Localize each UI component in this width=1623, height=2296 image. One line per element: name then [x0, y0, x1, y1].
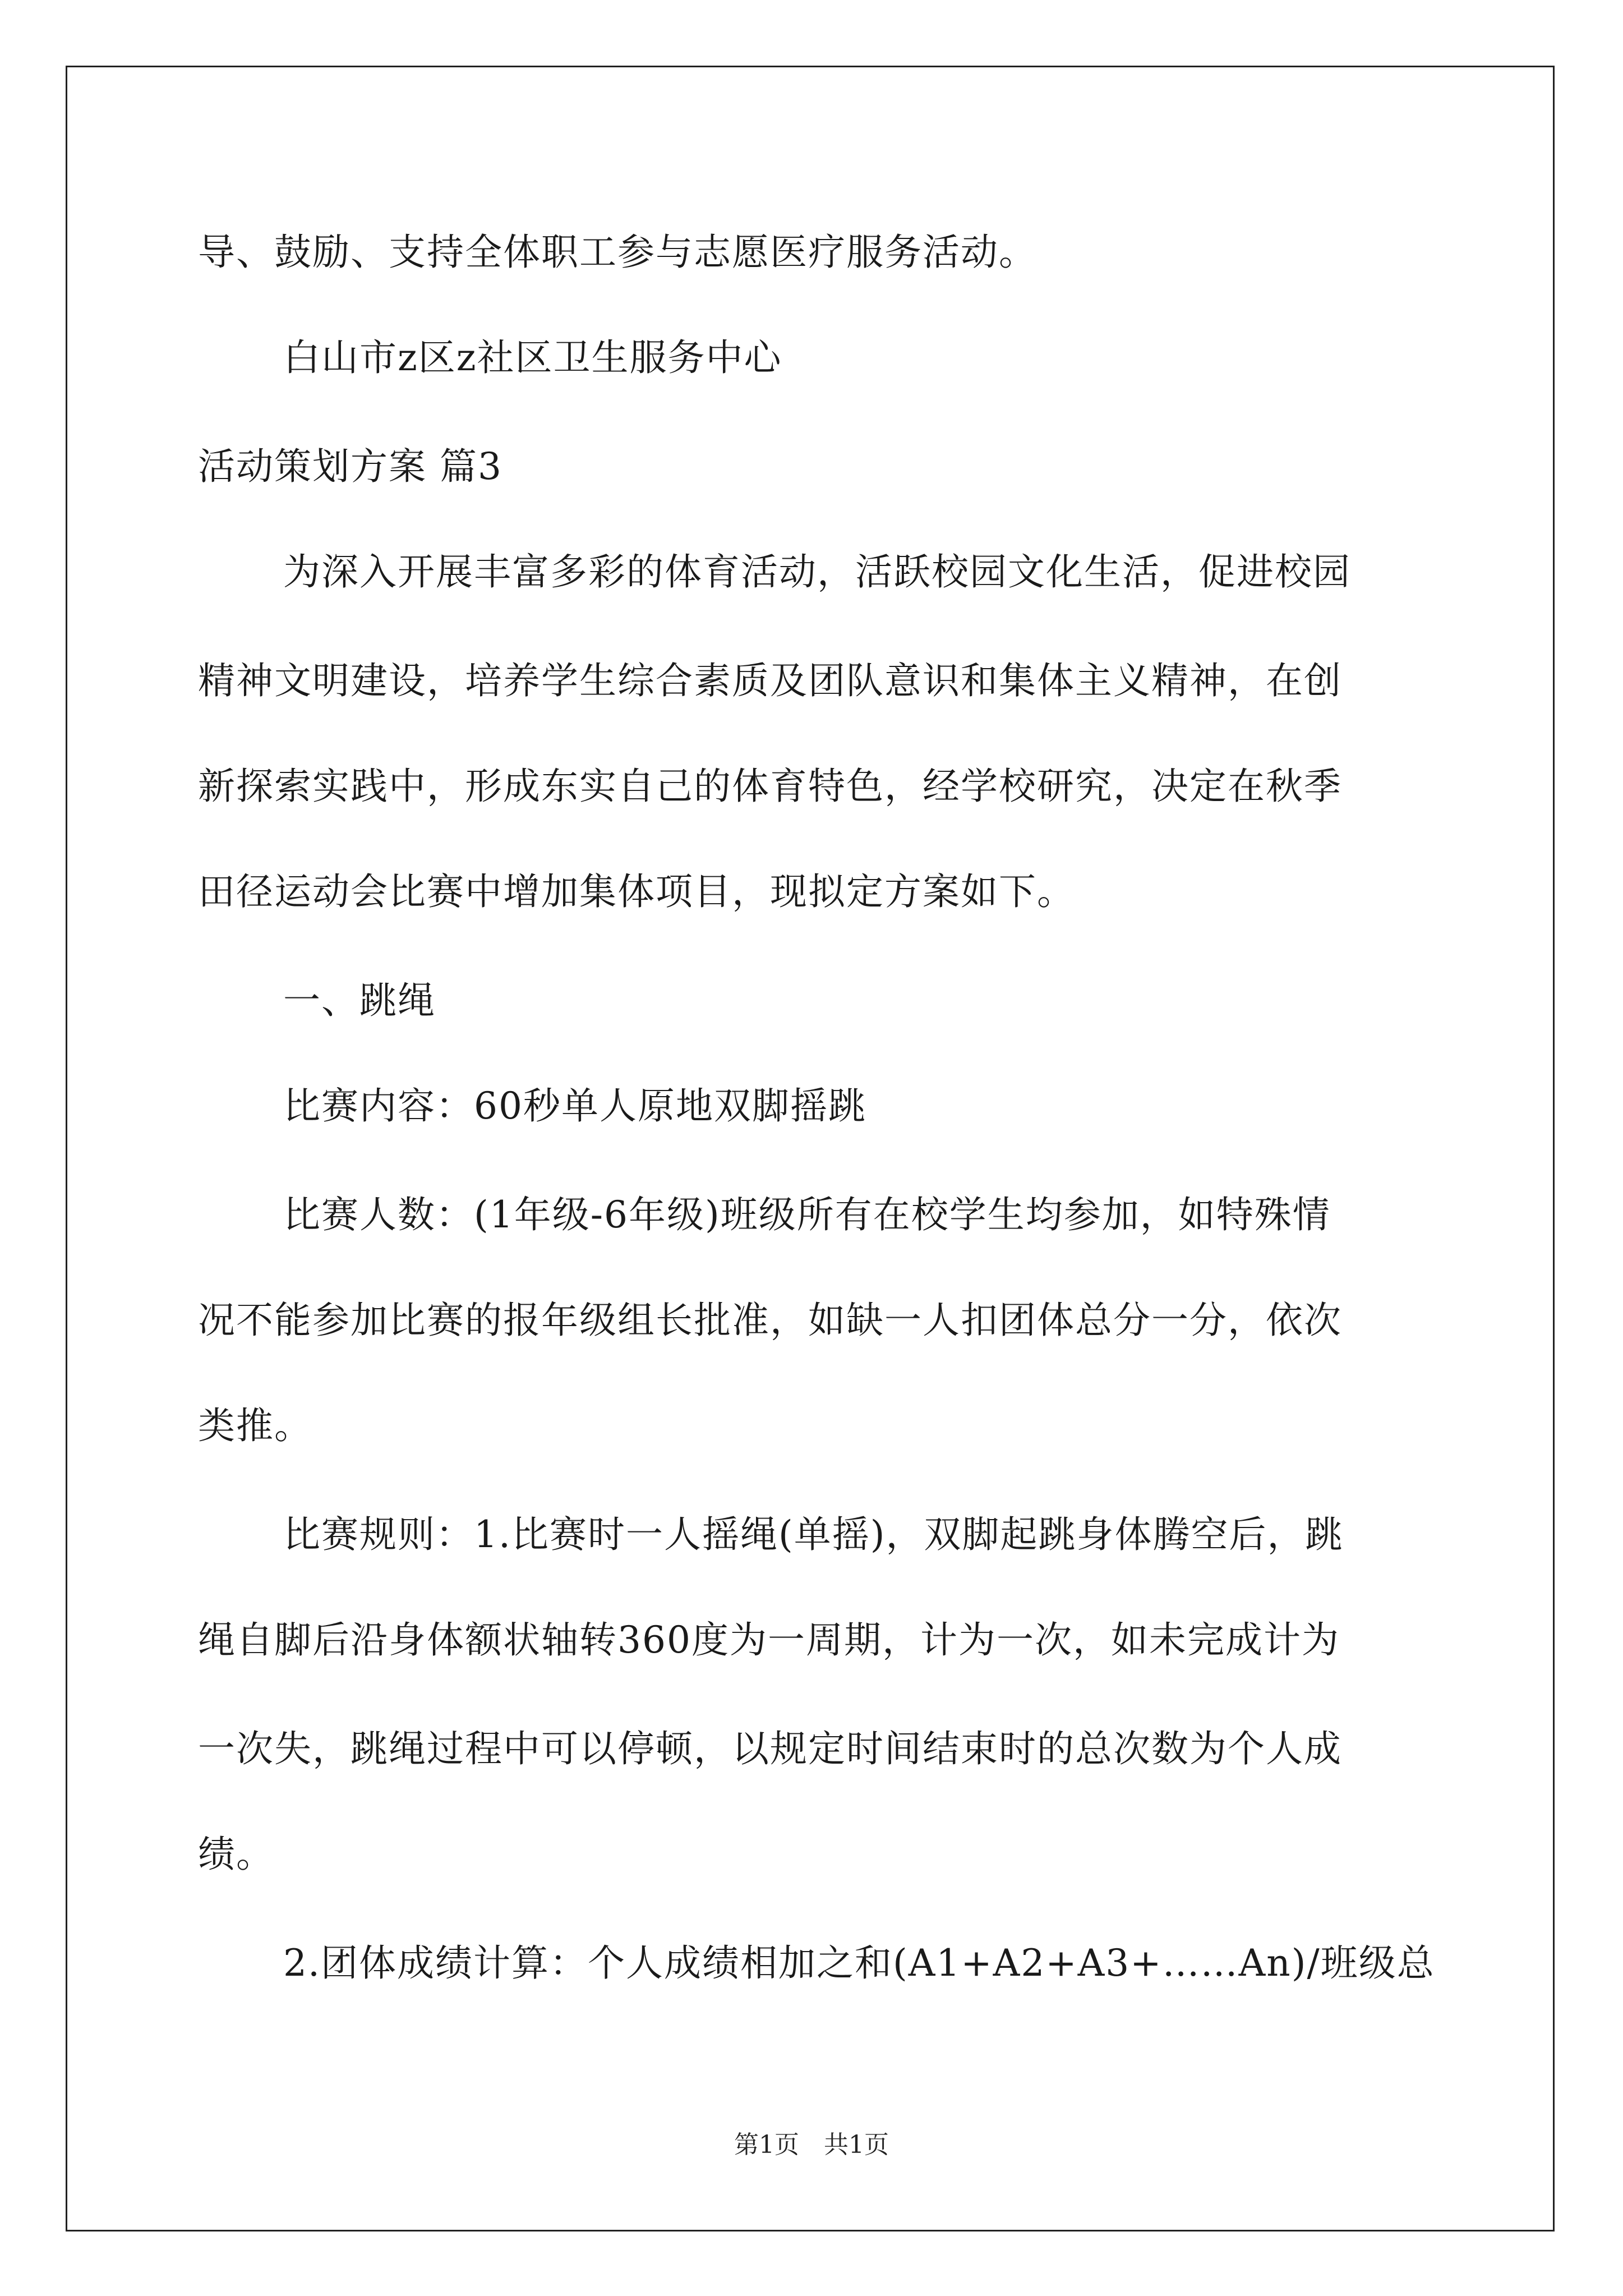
text-line: 新探索实践中，形成东实自己的体育特色，经学校研究，决定在秋季: [198, 765, 1342, 808]
text-line: 比赛规则：1.比赛时一人摇绳(单摇)，双脚起跳身体腾空后，跳: [283, 1513, 1344, 1556]
text-line: 一次失，跳绳过程中可以停顿，以规定时间结束时的总次数为个人成: [198, 1727, 1342, 1770]
page-number-footer: 第1页 共1页: [734, 2131, 889, 2159]
section-heading: 活动策划方案 篇3: [198, 445, 502, 488]
text-line: 比赛内容：60秒单人原地双脚摇跳: [283, 1084, 866, 1128]
subsection-heading: 一、跳绳: [283, 979, 436, 1022]
text-line: 比赛人数：(1年级-6年级)班级所有在校学生均参加，如特殊情: [283, 1193, 1331, 1236]
text-line: 精神文明建设，培养学生综合素质及团队意识和集体主义精神，在创: [198, 659, 1342, 702]
text-line: 为深入开展丰富多彩的体育活动，活跃校园文化生活，促进校园: [283, 550, 1351, 593]
page-border: [66, 66, 1555, 2231]
text-line: 类推。: [198, 1404, 312, 1447]
text-line: 2.团体成绩计算：个人成绩相加之和(A1+A2+A3+……An)/班级总: [283, 1941, 1435, 1985]
text-line: 绳自脚后沿身体额状轴转360度为一周期，计为一次，如未完成计为: [198, 1618, 1340, 1662]
text-line: 况不能参加比赛的报年级组长批准，如缺一人扣团体总分一分，依次: [198, 1299, 1342, 1342]
text-line: 田径运动会比赛中增加集体项目，现拟定方案如下。: [198, 870, 1075, 913]
text-line: 导、鼓励、支持全体职工参与志愿医疗服务活动。: [198, 231, 1037, 274]
text-line: 绩。: [198, 1833, 274, 1876]
org-name-line: 白山市z区z社区卫生服务中心: [283, 336, 782, 379]
